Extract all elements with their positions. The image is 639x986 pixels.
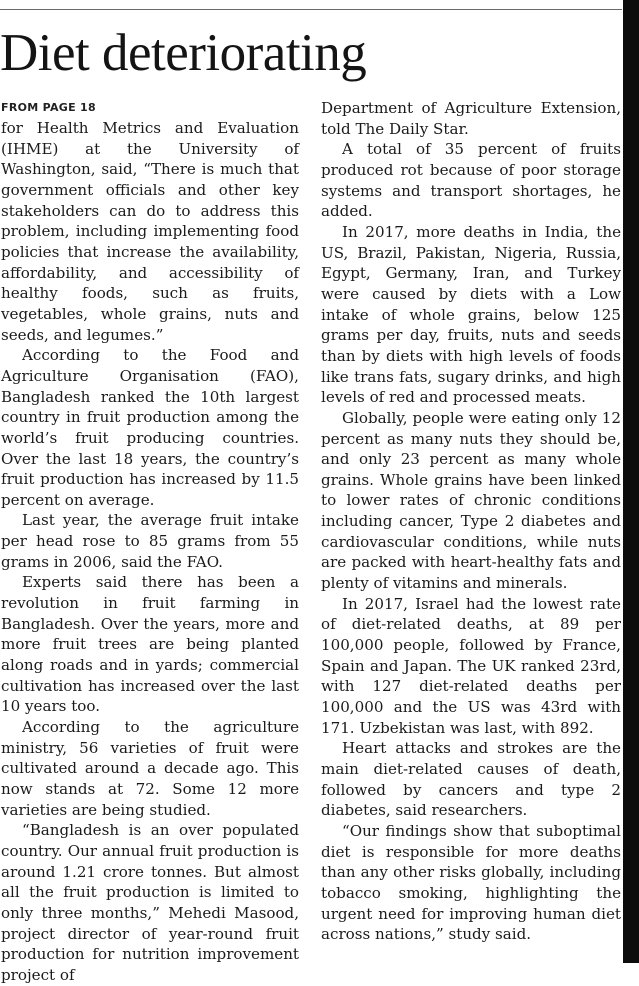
paragraph: In 2017, Israel had the lowest rate of diet-related deaths, at 89 per 100,000 people, followed by France, Spain and Japan. The UK ranked 23rd, with 127 diet-related deaths per 100,000 and the US was 43rd with 171. Uzbekistan was last, with 892.	[321, 594, 621, 737]
paragraph: Department of Agriculture Extension, told The Daily Star.	[321, 99, 621, 138]
paragraph: A total of 35 percent of fruits produced rot because of poor storage systems and transport shortages, he added.	[321, 140, 621, 221]
scan-edge-shadow	[623, 0, 639, 963]
paragraph: Globally, people were eating only 12 percent as many nuts they should be, and only 23 percent as many whole grains. Whole grains have been linked to lower rates of chronic conditions including cancer, Type 2 diabetes and cardiovascular conditions, while nuts are packed with heart-healthy fats and plenty of vitamins and minerals.	[321, 408, 621, 593]
left-column	[1, 118, 299, 986]
paragraph: According to the Food and Agriculture Organisation (FAO), Bangladesh ranked the 10th largest country in fruit production among the world’s fruit producing countries. Over the last 18 years, the country’s fruit production has increased by 11.5 percent on average.	[1, 346, 299, 509]
headline: Diet deteriorating	[0, 24, 367, 82]
paragraph: In 2017, more deaths in India, the US, Brazil, Pakistan, Nigeria, Russia, Egypt, Germany, Iran, and Turkey were caused by diets with a Low intake of whole grains, below 125 grams per day, fruits, nuts and seeds than by diets with high levels of foods like trans fats, sugary drinks, and high levels of red and processed meats.	[321, 222, 621, 407]
paragraph: Last year, the average fruit intake per head rose to 85 grams from 55 grams in 2006, said the FAO.	[1, 511, 299, 571]
paragraph: Experts said there has been a revolution in fruit farming in Bangladesh. Over the years, more and more fruit trees are being planted along roads and in yards; commercial cultivation has increased over the last 10 years too.	[1, 573, 299, 716]
jump-label: FROM PAGE 18	[1, 101, 96, 114]
paragraph: for Health Metrics and Evaluation (IHME) at the University of Washington, said, “There is much that government officials and other key stakeholders can do to address this problem, including implementing food policies that increase the availability, affordability, and accessibility of healthy foods, such as fruits, vegetables, whole grains, nuts and seeds, and legumes.”	[1, 119, 299, 344]
top-rule	[0, 9, 622, 10]
paragraph: “Our findings show that suboptimal diet is responsible for more deaths than any other risks globally, including tobacco smoking, highlighting the urgent need for improving human diet across nations,” study said.	[321, 821, 621, 944]
paragraph: According to the agriculture ministry, 56 varieties of fruit were cultivated around a decade ago. This now stands at 72. Some 12 more varieties are being studied.	[1, 718, 299, 819]
paragraph: “Bangladesh is an over populated country. Our annual fruit production is around 1.21 crore tonnes. But almost all the fruit production is limited to only three months,” Mehedi Masood, project director of year-round fruit production for nutrition improvement project of	[1, 821, 299, 984]
paragraph: Heart attacks and strokes are the main diet-related causes of death, followed by cancers and type 2 diabetes, said researchers.	[321, 739, 621, 820]
right-column	[321, 98, 621, 945]
